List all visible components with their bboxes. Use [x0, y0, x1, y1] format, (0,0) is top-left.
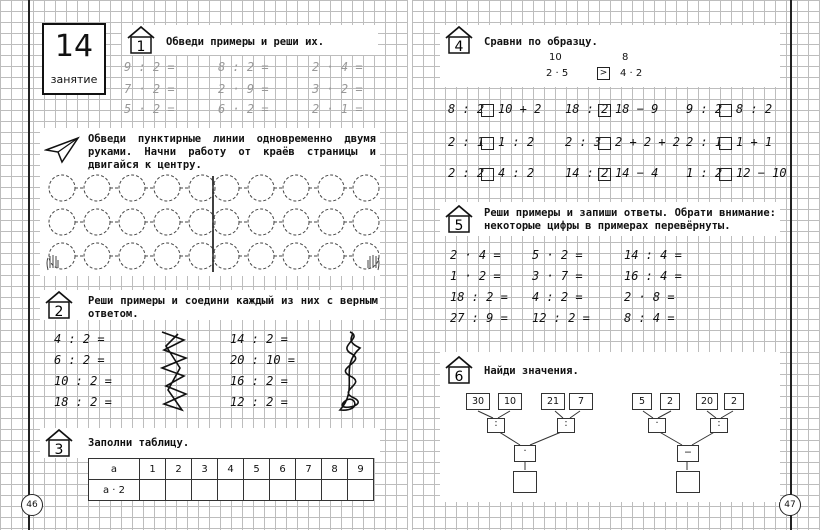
- task5-example: 14 : 4 =: [624, 248, 682, 262]
- task5-instruction: Реши примеры и запиши ответы. Обрати внимание: некоторые цифры в примерах перевёрнуты.: [484, 207, 776, 232]
- compare-sign-box[interactable]: [719, 168, 732, 181]
- task1-example: 6 · 2 =: [218, 102, 269, 116]
- compare-sign-box[interactable]: [719, 104, 732, 117]
- table-cell: 9: [348, 459, 374, 480]
- task4-right-expr: 1 : 2: [498, 135, 535, 149]
- task4-header-panel: [440, 25, 780, 87]
- dashed-circle[interactable]: [248, 243, 274, 269]
- task4-right-expr: 8 : 2: [736, 102, 773, 116]
- tree2-answer-box[interactable]: [676, 471, 700, 493]
- page-number-right: 47: [779, 494, 801, 516]
- task4-right-expr: 12 − 10: [736, 166, 787, 180]
- task4-right-expr: 2 + 2 + 2: [615, 135, 681, 149]
- left-hand-icon: [44, 252, 62, 272]
- task6-instruction: Найди значения.: [484, 365, 579, 377]
- tree2-number-box: 5: [632, 393, 652, 410]
- dashed-circle[interactable]: [154, 243, 180, 269]
- task2-right-example: 20 : 10 =: [230, 353, 296, 367]
- task5-example: 16 : 4 =: [624, 269, 682, 283]
- table-cell: 2: [166, 459, 192, 480]
- tree2-number-box: 20: [696, 393, 718, 410]
- table-row: [89, 459, 374, 480]
- table-cell: 7: [296, 459, 322, 480]
- page-number-left: 46: [21, 494, 43, 516]
- compare-sign-box[interactable]: [481, 137, 494, 150]
- table-cell: 4: [218, 459, 244, 480]
- scribble-answer-right: [330, 328, 374, 416]
- tracing-figure: [40, 172, 380, 276]
- paper-plane-icon: [44, 134, 80, 164]
- task5-example: 3 · 7 =: [532, 269, 583, 283]
- task5-example: 18 : 2 =: [450, 290, 508, 304]
- dashed-circle[interactable]: [283, 209, 309, 235]
- task1-example: 5 · 2 =: [124, 102, 175, 116]
- tree1-op-box: :: [557, 418, 575, 433]
- dashed-circle[interactable]: [248, 175, 274, 201]
- sample-right: 4 · 2: [620, 68, 643, 79]
- tree1-answer-box[interactable]: [513, 471, 537, 493]
- task4-left-expr: 8 : 2: [448, 102, 485, 116]
- dashed-circle[interactable]: [318, 243, 344, 269]
- tree1-op-box: ·: [514, 445, 536, 462]
- compare-sign-box[interactable]: [481, 104, 494, 117]
- lesson-number: 14: [54, 29, 94, 64]
- tree1-number-box: 10: [498, 393, 522, 410]
- answer-cell[interactable]: [244, 480, 270, 501]
- task1-example: 3 · 2 =: [312, 82, 363, 96]
- table-cell: 5: [244, 459, 270, 480]
- task4-number: 4: [454, 39, 464, 55]
- tree1-op-box: :: [487, 418, 505, 433]
- dashed-circle[interactable]: [283, 243, 309, 269]
- dashed-circle[interactable]: [318, 209, 344, 235]
- tree1-number-box: 30: [466, 393, 490, 410]
- task5-example: 27 : 9 =: [450, 311, 508, 325]
- compare-sign-box[interactable]: [598, 168, 611, 181]
- dashed-circle[interactable]: [189, 209, 215, 235]
- dashed-circle[interactable]: [318, 175, 344, 201]
- book-spine: [408, 0, 412, 530]
- task1-example: 8 : 2 =: [218, 60, 269, 74]
- task2-left-example: 6 : 2 =: [54, 353, 105, 367]
- task5-example: 4 : 2 =: [532, 290, 583, 304]
- task2-left-example: 10 : 2 =: [54, 374, 112, 388]
- table-cell: 1: [140, 459, 166, 480]
- task4-right-expr: 1 + 1: [736, 135, 773, 149]
- task1-example: 9 : 2 =: [124, 60, 175, 74]
- answer-cell[interactable]: [348, 480, 374, 501]
- task5-example: 2 · 8 =: [624, 290, 675, 304]
- dashed-circle[interactable]: [84, 175, 110, 201]
- dashed-circle[interactable]: [49, 175, 75, 201]
- tree1-number-box: 21: [541, 393, 565, 410]
- task2-right-example: 14 : 2 =: [230, 332, 288, 346]
- task2-number: 2: [54, 304, 64, 320]
- task5-example: 1 · 2 =: [450, 269, 501, 283]
- left-margin-line: [28, 0, 30, 530]
- dashed-circle[interactable]: [49, 209, 75, 235]
- task5-example: 8 : 4 =: [624, 311, 675, 325]
- dashed-circle[interactable]: [213, 243, 239, 269]
- dashed-circle[interactable]: [154, 175, 180, 201]
- task1-example: 7 · 2 =: [124, 82, 175, 96]
- answer-cell[interactable]: [270, 480, 296, 501]
- tree2-number-box: 2: [724, 393, 744, 410]
- table-cell: 6: [270, 459, 296, 480]
- task4-left-expr: 2 : 1: [448, 135, 485, 149]
- sample-top-right: 8: [622, 52, 629, 63]
- task3-table: [88, 458, 374, 501]
- task5-example: 5 · 2 =: [532, 248, 583, 262]
- task5-example: 12 : 2 =: [532, 311, 590, 325]
- tree2-op-box: −: [677, 445, 699, 462]
- house-icon: [126, 25, 156, 55]
- task4-right-expr: 14 − 4: [615, 166, 659, 180]
- task4-left-expr: 14 : 2: [565, 166, 609, 180]
- task2-left-example: 18 : 2 =: [54, 395, 112, 409]
- dashed-circle[interactable]: [353, 209, 379, 235]
- dashed-circle[interactable]: [154, 209, 180, 235]
- task4-left-expr: 2 : 1: [686, 135, 723, 149]
- compare-sign-box[interactable]: [598, 137, 611, 150]
- answer-cell[interactable]: [192, 480, 218, 501]
- dashed-circle[interactable]: [119, 175, 145, 201]
- task4-left-expr: 2 : 2: [448, 166, 485, 180]
- task4-instruction: Сравни по образцу.: [484, 36, 598, 48]
- sample-sign: >: [597, 67, 610, 80]
- answer-cell[interactable]: [322, 480, 348, 501]
- dashed-circle[interactable]: [84, 209, 110, 235]
- table-row: [89, 480, 374, 501]
- table-cell: а · 2: [89, 480, 140, 501]
- task4-right-expr: 4 : 2: [498, 166, 535, 180]
- task3-number: 3: [54, 442, 64, 458]
- dashed-circle[interactable]: [283, 175, 309, 201]
- task2-instruction: Реши примеры и соедини каждый из них с верным ответом.: [88, 295, 378, 320]
- right-margin-line: [790, 0, 792, 530]
- task1-number: 1: [136, 39, 146, 55]
- house-icon: [444, 355, 474, 385]
- dashed-circle[interactable]: [84, 243, 110, 269]
- tracing-instruction: Обведи пунктирные линии одновременно двумя руками. Начни работу от краёв страницы и двигайся к центру.: [88, 133, 376, 171]
- lesson-label: занятие: [50, 73, 98, 86]
- task4-left-expr: 18 : 2: [565, 102, 609, 116]
- task2-right-example: 12 : 2 =: [230, 395, 288, 409]
- task1-instruction: Обведи примеры и реши их.: [166, 36, 325, 48]
- house-icon: [444, 25, 474, 55]
- answer-cell[interactable]: [166, 480, 192, 501]
- task6-number: 6: [454, 369, 464, 385]
- task4-left-expr: 1 : 2: [686, 166, 723, 180]
- table-cell: а: [89, 459, 140, 480]
- compare-sign-box[interactable]: [481, 168, 494, 181]
- dashed-circle[interactable]: [119, 243, 145, 269]
- tree1-number-box: 7: [569, 393, 593, 410]
- task1-example: 2 · 4 =: [312, 60, 363, 74]
- answer-cell[interactable]: [296, 480, 322, 501]
- dashed-circle[interactable]: [119, 209, 145, 235]
- scribble-answer-left: [156, 328, 192, 414]
- right-hand-icon: [364, 252, 382, 272]
- house-icon: [44, 428, 74, 458]
- house-icon: [44, 290, 74, 320]
- task4-right-expr: 10 + 2: [498, 102, 542, 116]
- house-icon: [444, 204, 474, 234]
- task5-example: 2 · 4 =: [450, 248, 501, 262]
- task1-example: 2 · 9 =: [218, 82, 269, 96]
- dashed-circle[interactable]: [213, 209, 239, 235]
- dashed-circle[interactable]: [248, 209, 274, 235]
- task1-example: 2 · 1 =: [312, 102, 363, 116]
- lesson-badge: [42, 23, 106, 95]
- table-cell: 3: [192, 459, 218, 480]
- sample-left: 2 · 5: [546, 68, 569, 79]
- answer-cell[interactable]: [140, 480, 166, 501]
- task2-left-example: 4 : 2 =: [54, 332, 105, 346]
- dashed-circle[interactable]: [189, 175, 215, 201]
- tree2-op-box: :: [710, 418, 728, 433]
- task2-right-example: 16 : 2 =: [230, 374, 288, 388]
- table-cell: 8: [322, 459, 348, 480]
- tree2-op-box: ·: [648, 418, 666, 433]
- task4-left-expr: 2 : 3: [565, 135, 602, 149]
- compare-sign-box[interactable]: [719, 137, 732, 150]
- dashed-circle[interactable]: [189, 243, 215, 269]
- task5-number: 5: [454, 218, 464, 234]
- compare-sign-box[interactable]: [598, 104, 611, 117]
- sample-top-left: 10: [549, 52, 562, 63]
- tree2-number-box: 2: [660, 393, 680, 410]
- answer-cell[interactable]: [218, 480, 244, 501]
- dashed-circle[interactable]: [213, 175, 239, 201]
- task3-instruction: Заполни таблицу.: [88, 437, 190, 449]
- dashed-circle[interactable]: [353, 175, 379, 201]
- task4-left-expr: 9 : 2: [686, 102, 723, 116]
- task4-right-expr: 18 − 9: [615, 102, 659, 116]
